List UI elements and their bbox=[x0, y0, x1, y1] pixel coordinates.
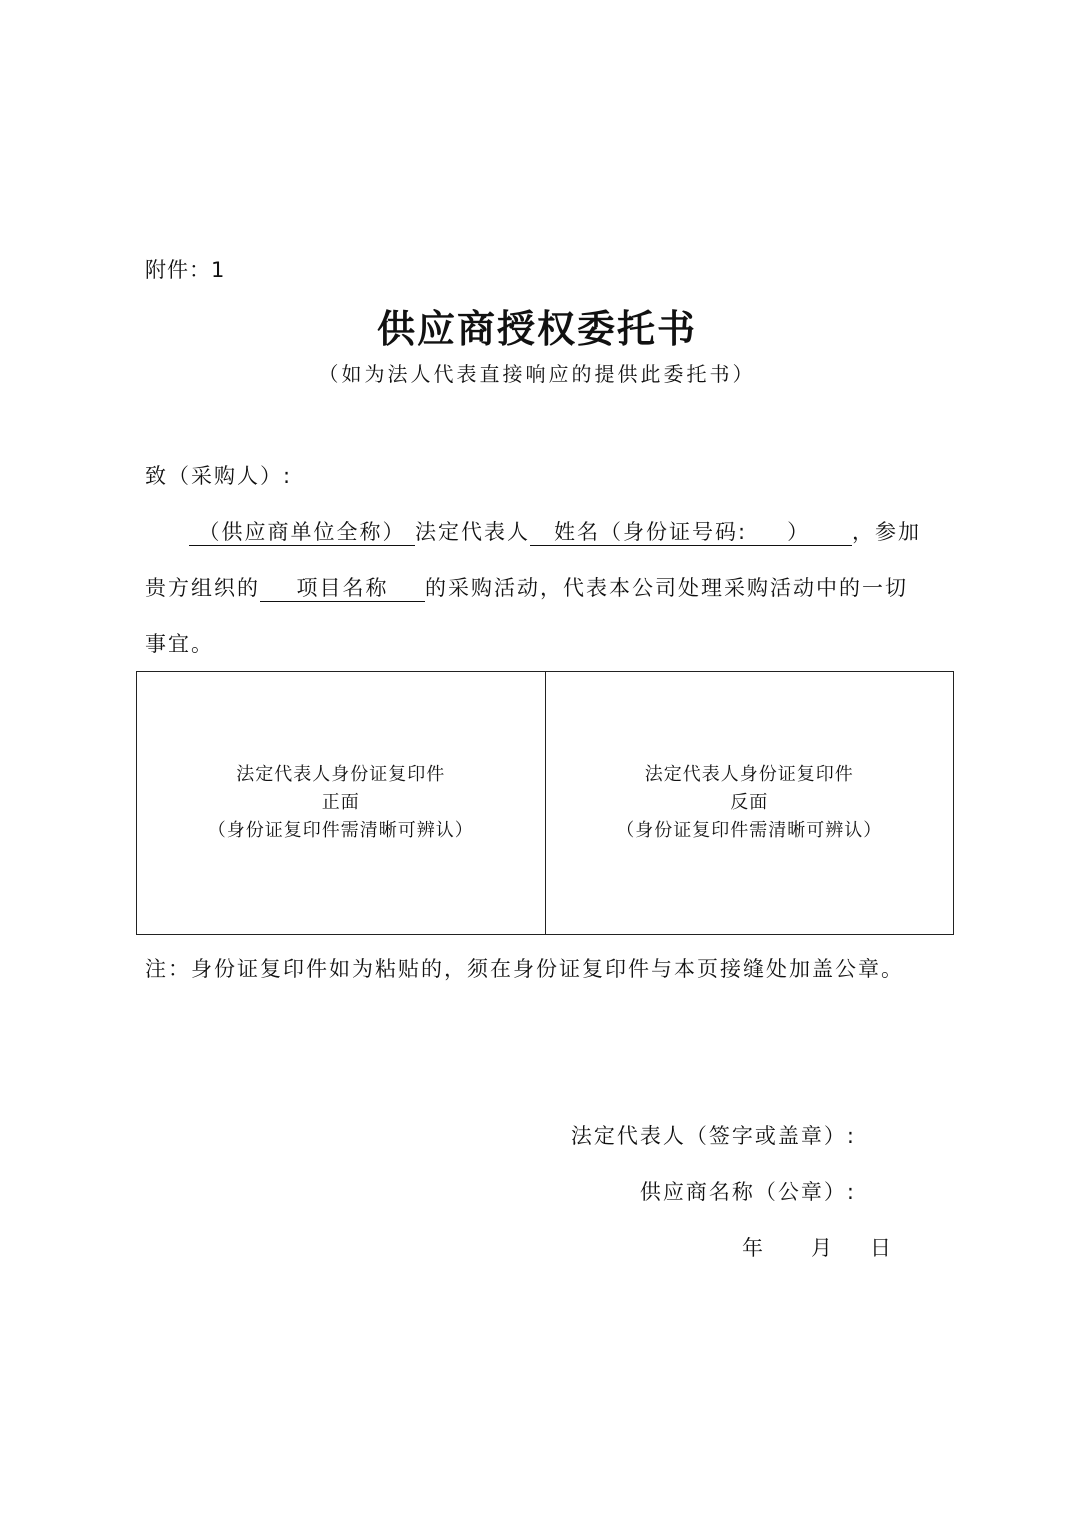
date-month: 月 bbox=[811, 1236, 834, 1260]
document-title: 供应商授权委托书 bbox=[376, 306, 697, 351]
id-back-cell bbox=[545, 672, 954, 934]
legal-rep-signature-line: 法定代表人（签字或盖章）: bbox=[570, 1124, 856, 1148]
document-subtitle: （如为法人代表直接响应的提供此委托书） bbox=[318, 362, 756, 386]
legal-rep-text: 法定代表人 bbox=[415, 520, 530, 544]
id-front-note: （身份证复印件需清晰可辨认） bbox=[207, 820, 474, 841]
supplier-seal-line: 供应商名称（公章）: bbox=[639, 1180, 856, 1204]
date-day: 日 bbox=[870, 1236, 893, 1260]
name-id-label: 姓名（身份证号码: bbox=[554, 520, 748, 544]
addressee-line: 致（采购人）: bbox=[145, 464, 293, 488]
id-front-cell bbox=[137, 672, 545, 934]
id-front-side: 正面 bbox=[321, 792, 360, 813]
id-back-note: （身份证复印件需清晰可辨认） bbox=[616, 820, 883, 841]
line2-head: 贵方组织的 bbox=[145, 576, 260, 600]
attachment-label: 附件：1 bbox=[145, 258, 226, 282]
id-back-title: 法定代表人身份证复印件 bbox=[644, 764, 854, 785]
line1-tail: ，参加 bbox=[852, 520, 921, 544]
line2-tail: 的采购活动，代表本公司处理采购活动中的一切 bbox=[425, 576, 908, 600]
authorization-line-3: 事宜。 bbox=[145, 632, 214, 656]
id-back-side: 反面 bbox=[730, 792, 769, 813]
date-year: 年 bbox=[742, 1236, 765, 1260]
id-front-title: 法定代表人身份证复印件 bbox=[236, 764, 446, 785]
authorization-line-2 bbox=[145, 572, 908, 602]
id-copy-table bbox=[136, 671, 954, 935]
date-line bbox=[742, 1232, 893, 1262]
name-id-blank bbox=[530, 519, 852, 546]
paste-note: 注：身份证复印件如为粘贴的，须在身份证复印件与本页接缝处加盖公章。 bbox=[145, 957, 904, 981]
authorization-line-1 bbox=[145, 516, 921, 546]
company-name-blank: （供应商单位全称） bbox=[189, 519, 415, 546]
name-id-close: ） bbox=[787, 520, 811, 544]
project-name-blank: 项目名称 bbox=[260, 575, 425, 602]
